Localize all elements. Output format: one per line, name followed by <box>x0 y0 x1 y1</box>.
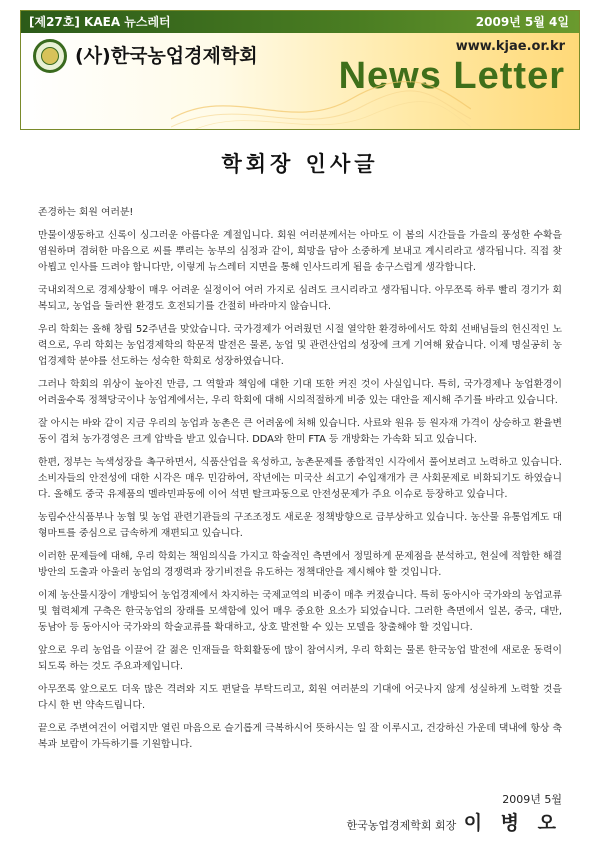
closing-date: 2009년 5월 <box>502 793 562 806</box>
paragraph: 우리 학회는 올해 창립 52주년을 맞았습니다. 국가경제가 어려웠던 시절 열악한 환경하에서도 학회 선배님들의 헌신적인 노력으로, 우리 학회는 농업경제학의 학문적 발전은 물론, 농업 및 관련산업의 성장에 크게 기여해 왔습니다. 이제 명실공히 농업경제학 분야를 선도하는 성숙한 학회로 성장하였습니다. <box>38 324 562 367</box>
signature-line <box>346 808 562 835</box>
paragraph: 존경하는 회원 여러분! <box>38 207 134 218</box>
paragraph: 이제 농산물시장이 개방되어 농업경제에서 차지하는 국제교역의 비중이 매추 커졌습니다. 특히 동아시아 국가와의 농업교류 및 협력체계 구축은 한국농업의 장래를 모색함에 있어 매우 중요한 요소가 되었습니다. 그러한 측면에서 일본, 중국, 대만, 동남아 등 동아시아 국가와의 학술교류를 확대하고, 상호 발전할 수 있는 모델을 창출해야 할 것입니다. <box>38 590 562 633</box>
paragraph: 그러나 학회의 위상이 높아진 만큼, 그 역할과 책임에 대한 기대 또한 커진 것이 사실입니다. 특히, 국가경제나 농업환경이 어려울수록 정책당국이나 농업계에서는, 우리 학회에 대해 시의적절하게 비중 있는 대안을 제시해 주기를 바라고 있습니다. <box>38 379 562 406</box>
paragraph: 끝으로 주변여건이 어렵지만 열린 마음으로 슬기롭게 극복하시어 뜻하시는 일 잘 이루시고, 건강하신 가운데 댁내에 항상 축복과 보람이 가득하기를 기원합니다. <box>38 723 562 750</box>
website-link[interactable]: www.kjae.or.kr <box>455 39 565 54</box>
page-title: 학회장 인사글 <box>221 151 379 176</box>
decorative-swirl-icon <box>171 79 471 130</box>
society-name: (사)한국농업경제학회 <box>75 45 258 67</box>
issue-label: [제27호] KAEA 뉴스레터 <box>29 15 171 29</box>
paragraph: 한편, 정부는 녹색성장을 촉구하면서, 식품산업을 육성하고, 농촌문제를 종합적인 시각에서 풀어보려고 노력하고 있습니다. 소비자들의 안전성에 대한 시각은 매우 민감하여, 작년에는 미국산 쇠고기 수입재개가 큰 사회문제로 비화되기도 하였습니다. 올해도 중국 유제품의 멜라민파동에 이어 석면 탈크파동으로 안전성문제가 주요 이슈로 등장하고 있습니다. <box>38 457 562 500</box>
paragraph: 국내외적으로 경제상황이 매우 어려운 실정이어 여러 가지로 심려도 크시리라고 생각됩니다. 아무쪼록 하루 빨리 경기가 회복되고, 농업을 둘러싼 환경도 호전되기를 간절히 바라마지 않습니다. <box>38 285 562 312</box>
paragraph: 만물이생동하고 신록이 싱그러운 아름다운 계절입니다. 회원 여러분께서는 아마도 이 봄의 시간들을 가을의 풍성한 수확을 염원하며 겸허한 마음으로 씨를 뿌리는 농부의 심정과 같이, 희망을 담아 소중하게 보내고 계시리라고 생각됩니다. 직접 찾아뵙고 인사를 드려야 합니다만, 이렇게 뉴스레터 지면을 통해 인사드리게 됨을 송구스럽게 생각합니다. <box>38 230 562 273</box>
paragraph: 앞으로 우리 농업을 이끌어 갈 젊은 인재들을 학회활동에 많이 참여시켜, 우리 학회는 물론 한국농업 발전에 새로운 동력이 되도록 하는 것도 주요과제입니다. <box>38 645 562 672</box>
issue-date: 2009년 5월 4일 <box>475 15 569 29</box>
newsletter-title: News Letter <box>338 55 565 97</box>
society-logo <box>33 39 67 73</box>
paragraph: 아무쪼록 앞으로도 더욱 많은 격려와 지도 편달을 부탁드리고, 회원 여러분의 기대에 어긋나지 않게 성실하게 노력할 것을 다시 한 번 약속드립니다. <box>38 684 562 711</box>
paragraph: 농림수산식품부나 농협 및 농업 관련기관들의 구조조정도 새로운 정책방향으로 급부상하고 있습니다. 농산물 유통업계도 대형마트를 중심으로 급속하게 재편되고 있습니다. <box>38 512 562 539</box>
signer-role: 한국농업경제학회 회장 <box>346 819 457 832</box>
paragraph: 잘 아시는 바와 같이 지금 우리의 농업과 농촌은 큰 어려움에 처해 있습니다. 사료와 원유 등 원자재 가격이 상승하고 환율변동이 겹쳐 농가경영은 크게 압박을 받고 있습니다. DDA와 한미 FTA 등 개방화는 가속화 되고 있습니다. <box>38 418 562 445</box>
logo-emblem-icon <box>41 47 59 65</box>
signer-name: 이 병 오 <box>463 812 562 834</box>
paragraph: 이러한 문제들에 대해, 우리 학회는 책임의식을 가지고 학술적인 측면에서 정밀하게 문제점을 분석하고, 현실에 적합한 해결방안의 도출과 아울러 농업의 경쟁력과 장기비전을 유도하는 정책대안을 제시해야 할 것입니다. <box>38 551 562 578</box>
newsletter-header <box>20 10 580 130</box>
header-bar <box>21 11 579 33</box>
letter-body <box>38 205 562 760</box>
